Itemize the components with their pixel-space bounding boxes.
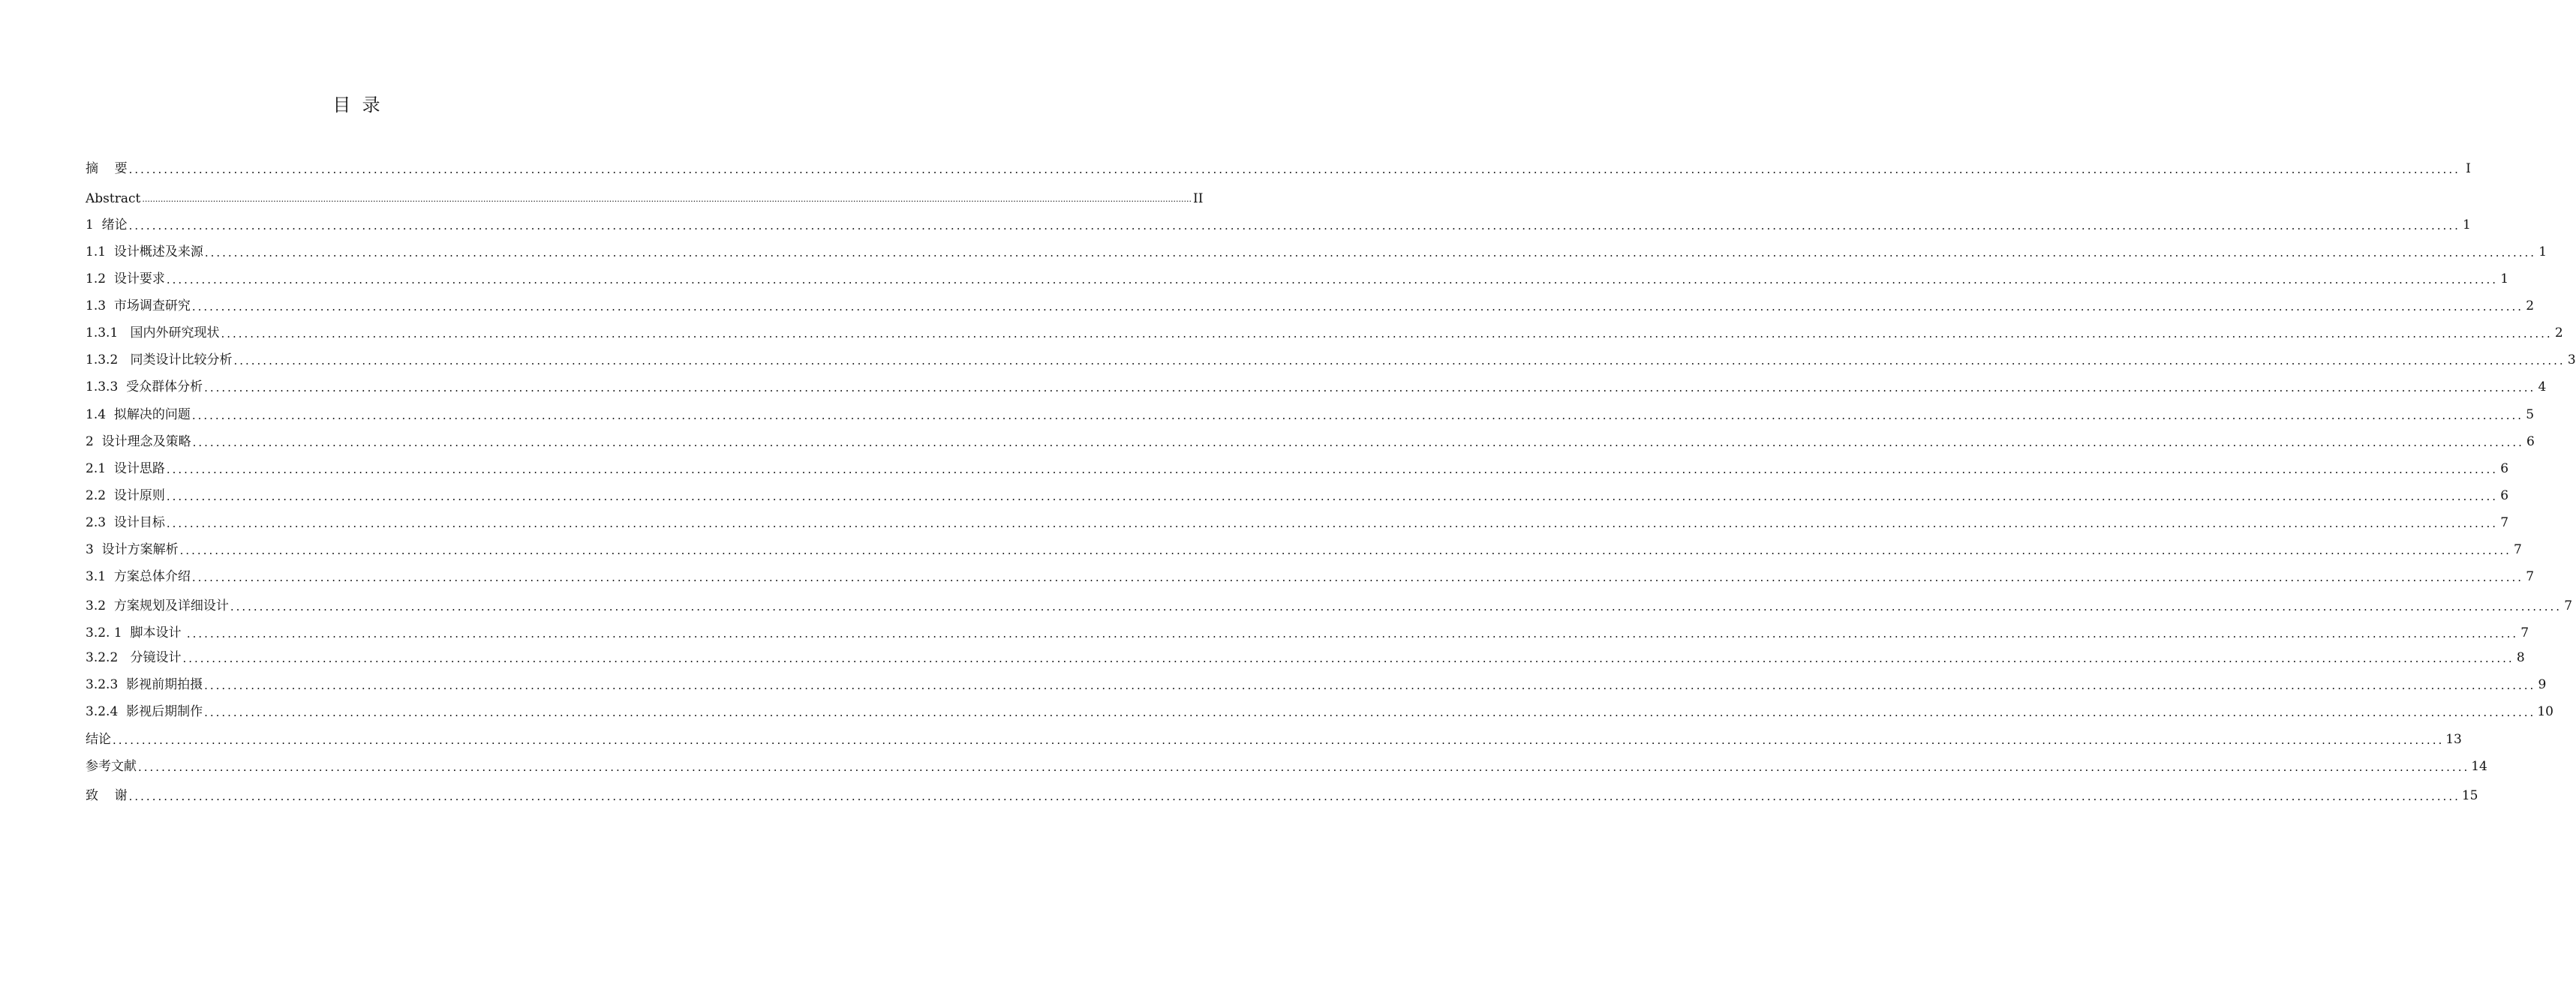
toc-entry-label: 参考文献 <box>86 759 137 774</box>
toc-entry-label: 1.3.2 同类设计比较分析 <box>86 352 233 368</box>
toc-dot-leader: ................................................................................................................................................................................................................................................................................................................................................................................................................ <box>113 734 2445 747</box>
toc-entry-label: 1 绪论 <box>86 218 128 232</box>
toc-dot-leader: ................................................................................................................................................................................................................................................................................................................................................................................................................ <box>204 381 2536 394</box>
toc-entry-label: 2 设计理念及策略 <box>86 434 191 449</box>
toc-entry[interactable] <box>86 406 2535 424</box>
toc-entry-label: 3.2.2 分镜设计 <box>86 650 182 665</box>
toc-dot-leader: ................................................................................................................................................................................................................................................................................................................................................................................................................ <box>191 571 2524 584</box>
toc-dot-leader: ................................................................................................................................................................................................................................................................................................................................................................................................................ <box>182 652 2514 665</box>
toc-entry[interactable] <box>86 758 2487 776</box>
toc-entry-label: 3 设计方案解析 <box>86 542 179 557</box>
toc-entry-page-number: I <box>2466 161 2471 176</box>
toc-entry-page-number: 4 <box>2538 380 2547 394</box>
toc-dot-leader: ................................................................................................................................................................................................................................................................................................................................................................................................................ <box>138 760 2470 774</box>
toc-entry-label: 3.2. 1 脚本设计 <box>86 626 185 640</box>
toc-entry-label: 1.3 市场调查研究 <box>86 298 191 314</box>
toc-entry-page-number: 7 <box>2500 515 2509 530</box>
toc-entry-page-number: 7 <box>2526 569 2535 584</box>
toc-entry[interactable] <box>86 270 2509 288</box>
toc-entry-page-number: 2 <box>2526 298 2535 314</box>
toc-entry[interactable] <box>86 787 2478 805</box>
toc-entry-label: Abstract <box>86 191 141 206</box>
toc-dot-leader: ................................................................................................................................................................................................................................................................................................................................................................................................................ <box>191 300 2524 314</box>
toc-entry-label: 2.1 设计思路 <box>86 461 165 476</box>
toc-entry-page-number: 6 <box>2500 461 2509 476</box>
toc-entry[interactable] <box>86 649 2525 667</box>
toc-entry-page-number: II <box>1192 191 1204 206</box>
toc-dot-leader: ................................................................................................................................................................................................................................................................................................................................................................................................................ <box>128 163 2460 176</box>
toc-entry-label: 3.2.3 影视前期拍摄 <box>86 677 203 692</box>
toc-entry-page-number: 7 <box>2514 542 2522 557</box>
toc-entry[interactable] <box>86 597 2573 615</box>
toc-entry-label: 2.3 设计目标 <box>86 515 165 530</box>
toc-entry[interactable] <box>86 624 2529 642</box>
toc-dot-leader: ................................................................................................................................................................................................................................................................................................................................................................................................................ <box>166 517 2499 530</box>
toc-dot-leader: ................................................................................................................................................................................................................................................................................................................................................................................................................ <box>186 627 2519 640</box>
toc-entry[interactable] <box>86 730 2462 748</box>
toc-entry-page-number: 1 <box>2538 244 2547 260</box>
toc-dot-leader: ................................................................................................................................................................................................................................................................................................................................................................................................................ <box>128 219 2460 232</box>
toc-dot-leader: ................................................................................................................................................................................................................................................................................................................................................................................................................ <box>204 679 2536 692</box>
toc-entry-label: 1.3.3 受众群体分析 <box>86 380 203 394</box>
toc-entry[interactable] <box>86 351 2576 369</box>
toc-entry[interactable] <box>86 460 2509 478</box>
toc-entry[interactable] <box>86 433 2535 451</box>
toc-dot-leader: ................................................................................................................................................................................................................................................................................................................................................................................................................ <box>192 436 2524 449</box>
toc-dot-leader: ................................................................................................................................................................................................................................................................................................................................................................................................................ <box>128 790 2460 803</box>
toc-entry[interactable] <box>86 190 1204 208</box>
toc-entry-label: 摘 要 <box>86 161 128 176</box>
toc-entry[interactable] <box>86 541 2522 559</box>
toc-entry-label: 2.2 设计原则 <box>86 488 165 503</box>
toc-entry-page-number: 9 <box>2538 677 2547 692</box>
toc-entry-label: 3.2 方案规划及详细设计 <box>86 598 229 614</box>
toc-entry-page-number: 5 <box>2526 407 2535 422</box>
page-title: 目 录 <box>332 94 380 116</box>
toc-entry-page-number: 14 <box>2471 759 2487 774</box>
toc-entry[interactable] <box>86 676 2547 694</box>
toc-entry[interactable] <box>86 243 2547 261</box>
toc-entry-label: 致 谢 <box>86 788 128 803</box>
toc-dot-leader: ................................................................................................................................................................................................................................................................................................................................................................................................................ <box>191 409 2524 422</box>
toc-dot-leader: ................................................................................................................................................................................................................................................................................................................................................................................................................ <box>166 463 2499 476</box>
toc-dot-leader: ................................................................................................................................................................................................................................................................................................................................................................................................................ <box>166 490 2499 503</box>
toc-entry[interactable] <box>86 216 2471 234</box>
toc-entry-label: 1.4 拟解决的问题 <box>86 407 191 422</box>
toc-dot-leader: ................................................................................................................................................................................................................................................................................................................................................................................................................ <box>230 600 2562 614</box>
toc-entry-label: 1.3.1 国内外研究现状 <box>86 326 220 340</box>
toc-entry-page-number: 1 <box>2500 272 2509 286</box>
toc-entry[interactable] <box>86 160 2471 178</box>
toc-entry-label: 1.1 设计概述及来源 <box>86 244 203 260</box>
toc-entry-label: 结论 <box>86 732 111 747</box>
toc-entry[interactable] <box>86 297 2535 315</box>
toc-entry-page-number: 2 <box>2554 326 2563 340</box>
toc-dot-leader: ................................................................................................................................................................................................................................................................................................................................................................................................................ <box>179 544 2511 557</box>
toc-entry[interactable] <box>86 514 2509 532</box>
toc-dot-leader: ................................................................................................................................................................................................................................................................................................................................................................................................................ <box>233 354 2565 368</box>
toc-entry-page-number: 13 <box>2445 732 2462 747</box>
toc-entry[interactable] <box>86 487 2509 505</box>
toc-entry-page-number: 6 <box>2526 434 2535 449</box>
toc-dot-leader: ................................................................................................................................................................................................................................................................................................................................................................................................................ <box>204 706 2536 719</box>
toc-entry-page-number: 7 <box>2564 598 2573 614</box>
toc-list <box>86 0 2576 1008</box>
toc-dot-leader: ................................................................................................................................................................................................................................................................................................................................................................................................................ <box>204 246 2537 260</box>
toc-entry-label: 1.2 设计要求 <box>86 272 165 286</box>
toc-dot-leader: ................................................................................................................................................................................................................................................................................................................................................................................................................ <box>142 194 1192 204</box>
toc-dot-leader: ................................................................................................................................................................................................................................................................................................................................................................................................................ <box>221 327 2553 340</box>
toc-entry-page-number: 6 <box>2500 488 2509 503</box>
toc-entry[interactable] <box>86 703 2553 721</box>
toc-entry[interactable] <box>86 324 2563 342</box>
toc-entry-page-number: 15 <box>2461 788 2478 803</box>
toc-entry-page-number: 3 <box>2567 352 2576 368</box>
toc-entry[interactable] <box>86 378 2547 396</box>
toc-entry-page-number: 1 <box>2463 218 2471 232</box>
toc-entry-label: 3.1 方案总体介绍 <box>86 569 191 584</box>
toc-entry-page-number: 10 <box>2537 704 2553 719</box>
toc-entry-label: 3.2.4 影视后期制作 <box>86 704 203 719</box>
toc-dot-leader: ................................................................................................................................................................................................................................................................................................................................................................................................................ <box>166 273 2499 286</box>
toc-entry-page-number: 8 <box>2516 650 2525 665</box>
toc-entry-page-number: 7 <box>2520 626 2529 640</box>
toc-entry[interactable] <box>86 568 2535 586</box>
